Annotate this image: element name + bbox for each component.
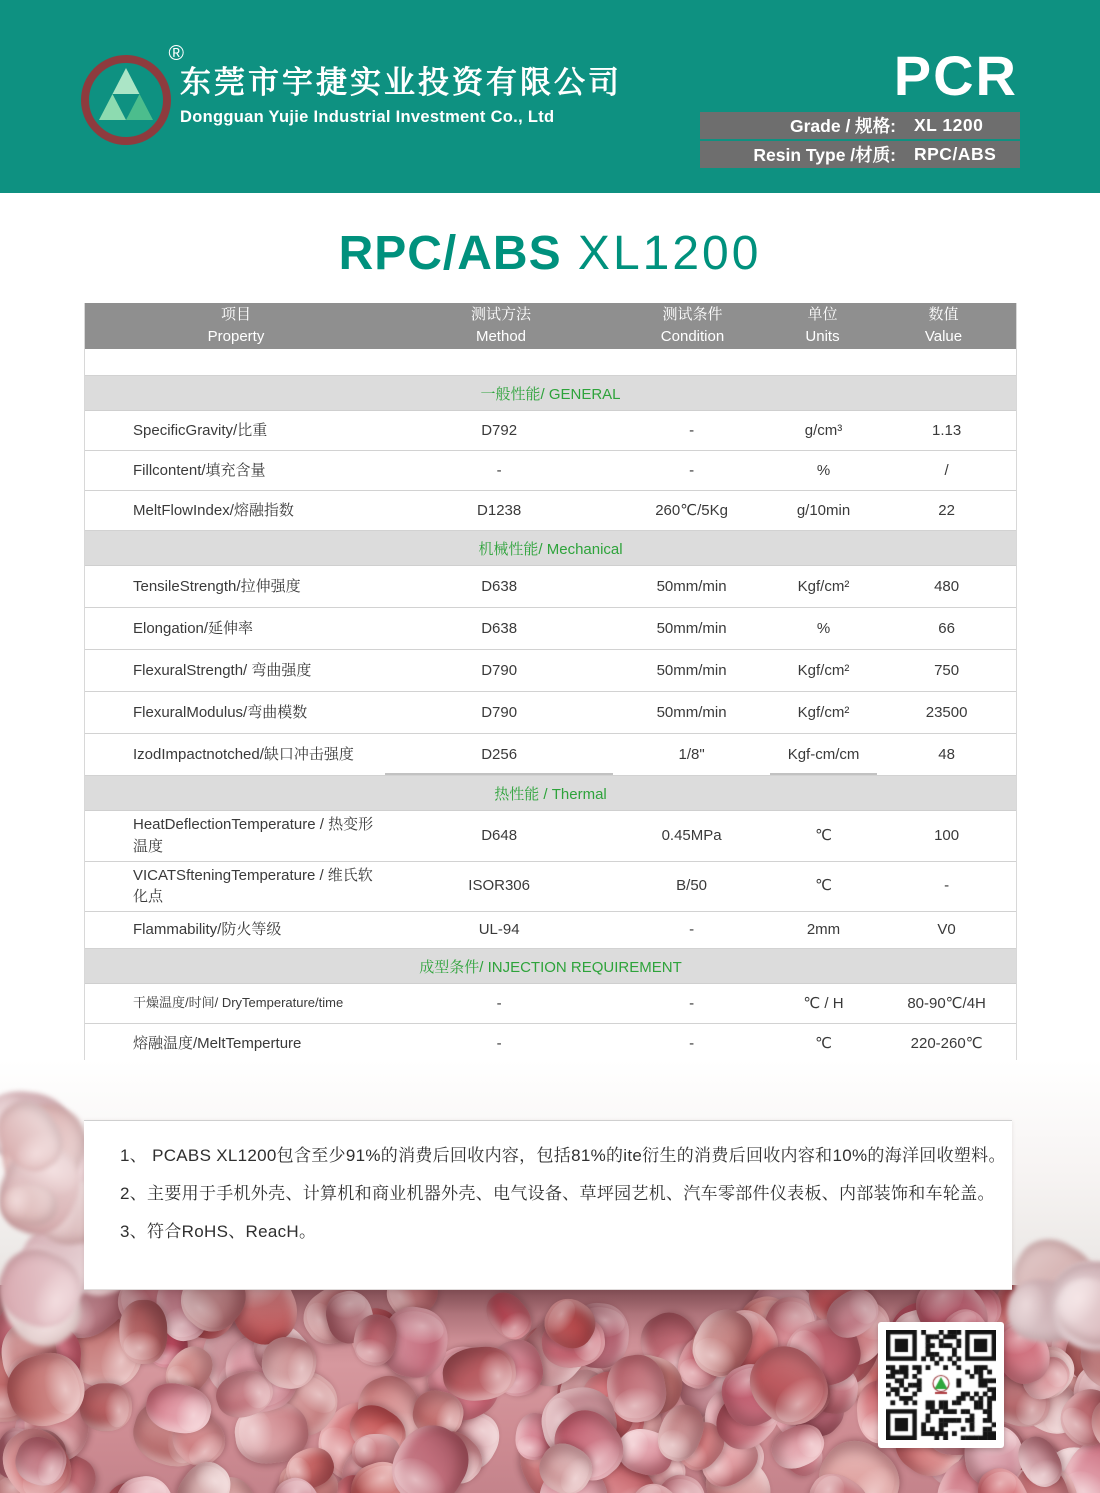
units-cell: %	[816, 461, 831, 479]
column-header-cn: 测试条件	[662, 305, 723, 323]
table-row	[85, 984, 1016, 1024]
table-spacer-row	[85, 349, 1016, 376]
property-cell: FlexuralModulus/弯曲模数	[133, 703, 308, 721]
table-row	[85, 734, 1016, 776]
column-header-cn: 单位	[807, 305, 838, 323]
value-cell: 22	[938, 501, 955, 519]
pellet	[118, 1300, 167, 1365]
units-cell: ℃	[815, 877, 832, 895]
units-cell: Kgf/cm²	[797, 577, 850, 595]
condition-cell: -	[689, 921, 695, 939]
method-cell: D1238	[477, 501, 522, 519]
method-cell: -	[496, 994, 502, 1012]
header-banner	[0, 0, 1100, 193]
column-header-en: Method	[475, 328, 527, 345]
note-line: 2、主要用于手机外壳、计算机和商业机器外壳、电气设备、草坪园艺机、汽车零部件仪表板、内部装饰和车轮盖。	[120, 1184, 995, 1203]
grade-bar	[700, 112, 1020, 139]
property-cell: IzodImpactnotched/缺口冲击强度	[133, 745, 354, 763]
method-cell: D790	[481, 703, 518, 721]
property-cell: FlexuralStrength/ 弯曲强度	[133, 661, 312, 679]
method-cell: -	[496, 1034, 502, 1052]
condition-cell: 50mm/min	[656, 703, 727, 721]
column-header	[85, 303, 387, 349]
column-header-cn: 数值	[928, 305, 959, 323]
grade-value: XL 1200	[914, 115, 984, 135]
page-title-model-part: XL1200	[561, 227, 762, 280]
section-header: 热性能 / Thermal	[85, 776, 1016, 811]
condition-cell: 50mm/min	[656, 661, 727, 679]
property-cell: HeatDeflectionTemperature / 热变形温度	[133, 816, 374, 855]
table-row	[85, 650, 1016, 692]
condition-cell: -	[689, 994, 695, 1012]
property-cell: 熔融温度/MeltTemperture	[133, 1034, 302, 1052]
table-row	[85, 692, 1016, 734]
column-header-en: Value	[924, 328, 963, 345]
value-cell: 100	[934, 826, 960, 844]
column-header-en: Property	[207, 328, 265, 345]
condition-cell: B/50	[676, 877, 708, 895]
notes-panel	[84, 1120, 1012, 1290]
column-header	[770, 303, 875, 349]
property-cell: Elongation/延伸率	[133, 619, 254, 637]
table-header	[85, 303, 1016, 349]
table-row	[85, 411, 1016, 451]
method-cell: D648	[481, 826, 518, 844]
units-cell: g/cm³	[804, 421, 843, 439]
property-cell: MeltFlowIndex/熔融指数	[133, 501, 294, 519]
value-cell: /	[944, 461, 949, 479]
resin-type-bar	[700, 141, 1020, 168]
condition-cell: 1/8"	[678, 745, 705, 763]
method-cell: D792	[481, 421, 518, 439]
value-cell: 750	[934, 661, 960, 679]
value-cell: 23500	[925, 703, 968, 721]
page-title-grade-part: RPC/ABS	[338, 227, 562, 280]
table-row	[85, 491, 1016, 531]
units-cell: Kgf/cm²	[797, 661, 850, 679]
section-header: 成型条件/ INJECTION REQUIREMENT	[85, 949, 1016, 984]
pcr-label: PCR	[893, 44, 1018, 107]
condition-cell: 0.45MPa	[661, 826, 722, 844]
method-cell: D638	[481, 577, 518, 595]
value-cell: V0	[937, 921, 956, 939]
spec-table	[84, 303, 1017, 1136]
table-row	[85, 811, 1016, 862]
method-cell: D256	[385, 734, 613, 775]
column-header-en: Units	[805, 328, 840, 345]
property-cell: TensileStrength/拉伸强度	[133, 577, 301, 595]
units-cell: ℃ / H	[803, 994, 844, 1012]
units-cell: ℃	[815, 826, 832, 844]
property-cell: 干燥温度/时间/ DryTemperature/time	[133, 995, 344, 1011]
method-cell: D790	[481, 661, 518, 679]
table-row	[85, 608, 1016, 650]
value-cell: 1.13	[931, 421, 962, 439]
qr-code	[878, 1322, 1004, 1448]
value-cell: 66	[938, 619, 955, 637]
value-cell: 80-90℃/4H	[907, 994, 986, 1012]
condition-cell: -	[689, 461, 695, 479]
value-cell: 48	[938, 745, 955, 763]
company-name-cn: 东莞市宇捷实业投资有限公司	[180, 65, 622, 100]
method-cell: D638	[481, 619, 518, 637]
column-header-cn: 项目	[220, 305, 251, 323]
property-cell: VICATSfteningTemperature / 维氏软化点	[133, 866, 373, 906]
table-row	[85, 566, 1016, 608]
units-cell: Kgf-cm/cm	[770, 734, 877, 775]
section-header: 机械性能/ Mechanical	[85, 531, 1016, 566]
section-header: 一般性能/ GENERAL	[85, 376, 1016, 411]
value-cell: -	[944, 877, 950, 895]
company-logo	[76, 42, 184, 150]
pellet	[79, 1383, 131, 1432]
condition-cell: -	[689, 1034, 695, 1052]
note-line: 3、符合RoHS、ReacH。	[120, 1222, 317, 1241]
condition-cell: 260℃/5Kg	[655, 501, 728, 519]
property-cell: Fillcontent/填充含量	[133, 461, 266, 479]
units-cell: g/10min	[796, 501, 851, 519]
units-cell: ℃	[815, 1034, 832, 1052]
column-header	[387, 303, 615, 349]
resin-type-value: RPC/ABS	[914, 144, 997, 164]
units-cell: Kgf/cm²	[797, 703, 850, 721]
value-cell: 480	[934, 577, 960, 595]
condition-cell: -	[689, 421, 695, 439]
qr-code-canvas	[886, 1330, 996, 1440]
page-title	[0, 226, 1100, 281]
registered-mark: ®	[168, 42, 184, 65]
column-header-en: Condition	[660, 328, 725, 345]
units-cell: %	[816, 619, 831, 637]
units-cell: 2mm	[806, 921, 841, 939]
method-cell: -	[496, 461, 502, 479]
note-line: 1、 PCABS XL1200包含至少91%的消费后回收内容，包括81%的ite衍生的消费后回收内容和10%的海洋回收塑料。	[120, 1146, 1006, 1165]
table-row	[85, 1024, 1016, 1064]
company-name-en: Dongguan Yujie Industrial Investment Co., Ltd	[180, 108, 555, 127]
method-cell: UL-94	[478, 921, 520, 939]
condition-cell: 50mm/min	[656, 577, 727, 595]
method-cell: ISOR306	[468, 877, 530, 895]
value-cell: 220-260℃	[910, 1034, 983, 1052]
condition-cell: 50mm/min	[656, 619, 727, 637]
property-cell: Flammability/防火等级	[133, 921, 282, 939]
table-row	[85, 862, 1016, 913]
triangle-logo-icon	[76, 46, 180, 150]
column-header-cn: 测试方法	[470, 305, 531, 323]
property-cell: SpecificGravity/比重	[133, 421, 268, 439]
table-row	[85, 912, 1016, 949]
column-header	[875, 303, 1012, 349]
column-header	[615, 303, 770, 349]
company-name	[180, 66, 622, 127]
resin-type-label: Resin Type /材质:	[753, 145, 896, 165]
grade-label: Grade / 规格:	[790, 116, 896, 136]
table-row	[85, 451, 1016, 491]
